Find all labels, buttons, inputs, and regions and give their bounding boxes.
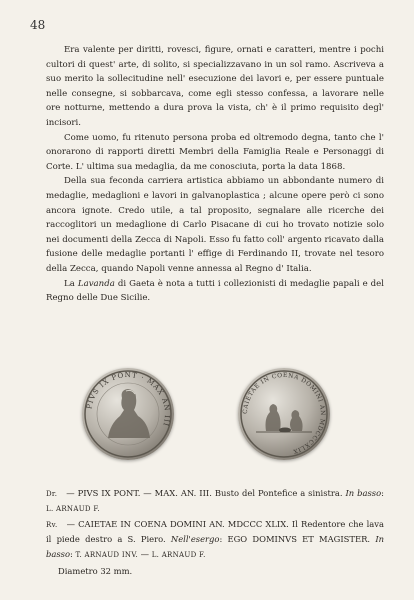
svg-text:CAIETAE IN COENA DOMINI AN MDC xyxy=(242,372,326,455)
pope-bust-icon xyxy=(82,368,174,460)
reverse-colon: : xyxy=(70,548,73,559)
obverse-label: Dr. xyxy=(46,490,58,498)
paragraph-1: Era valente per diritti, rovesci, figure, ornati e caratteri, mentre i pochi cultori di quest' arte, di solito, si specializzavano in un sol ramo. Ascriveva a suo merito la sollecitudine nell' esecuzione dei lavori e, per essere puntuale nelle consegne, si sobbarcava, come egli stesso confessa, a lavorare nelle ore notturne, mettendo a dura prova la vista, ch' è il primo requisito degl' incisori. xyxy=(46,45,384,128)
footwashing-scene-icon xyxy=(238,368,330,460)
obverse-colon: : xyxy=(381,488,384,498)
obverse-in-basso: In basso xyxy=(345,488,382,498)
reverse-label: Rv. xyxy=(46,520,58,529)
reverse-legend: CAIETAE IN COENA DOMINI AN MDCCCXLIX xyxy=(241,371,327,455)
reverse-signature-2: L. ARNAUD F. xyxy=(151,550,206,559)
reverse-description xyxy=(46,517,384,562)
body-text xyxy=(46,43,384,306)
reverse-text: — CAIETAE IN COENA DOMINI AN. MDCCC XLIX. Il Redentore che lava il piede destro a S. Piero. xyxy=(46,518,384,545)
obverse-signature: L. ARNAUD F. xyxy=(46,505,100,514)
reverse-exergue: Nell'esergo xyxy=(170,534,220,545)
medal-plate xyxy=(0,368,414,468)
obverse-description xyxy=(46,486,384,517)
medal-reverse-image xyxy=(238,368,330,460)
lavanda-rest: di Gaeta è nota a tutti i collezionisti di medaglie papali e del Regno delle Due Sicilie. xyxy=(46,278,385,304)
medal-diameter: Diametro 32 mm. xyxy=(58,566,133,576)
paragraph-lavanda xyxy=(46,277,384,306)
reverse-motto: : EGO DOMINVS ET MAGISTER. xyxy=(219,534,371,545)
medal-obverse-image xyxy=(82,368,174,460)
obverse-text: — PIVS IX PONT. — MAX. AN. III. Busto del Pontefice a sinistra. xyxy=(66,488,343,498)
obverse-legend: PIVS IX PONT · MAX AN III xyxy=(85,370,172,428)
reverse-dash: — xyxy=(140,548,150,559)
lavanda-title: Lavanda xyxy=(77,278,115,289)
page-number: 48 xyxy=(30,18,46,32)
paragraph-3: Della sua feconda carriera artistica abbiamo un abbondante numero di medaglie, medaglioni e lavori in galvanoplastica ; alcune opere però ci sono ancora ignote. Credo utile, a tal proposito, segnalare alle ricerche dei raccoglitori un medaglione di Carlo Pisacane di cui ho trovato notizie solo nei documenti della Zecca di Napoli. Esso fu fatto coll' argento ricavato dalla fusione delle medaglie portanti l' effige di Ferdinando II, trovate nel tesoro della Zecca, quando Napoli venne annessa al Regno d' Italia. xyxy=(46,176,384,274)
medal-description xyxy=(46,486,384,562)
reverse-signature-1: T. ARNAUD INV. xyxy=(75,550,138,559)
lavanda-prefix: La xyxy=(64,278,75,289)
reverse-in-basso: In basso xyxy=(46,534,385,559)
paragraph-2: Come uomo, fu ritenuto persona proba ed oltremodo degna, tanto che l' onorarono di rapporti diretti Membri della Famiglia Reale e Personaggi di Corte. L' ultima sua medaglia, da me conosciuta, porta la data 1868. xyxy=(46,132,384,172)
